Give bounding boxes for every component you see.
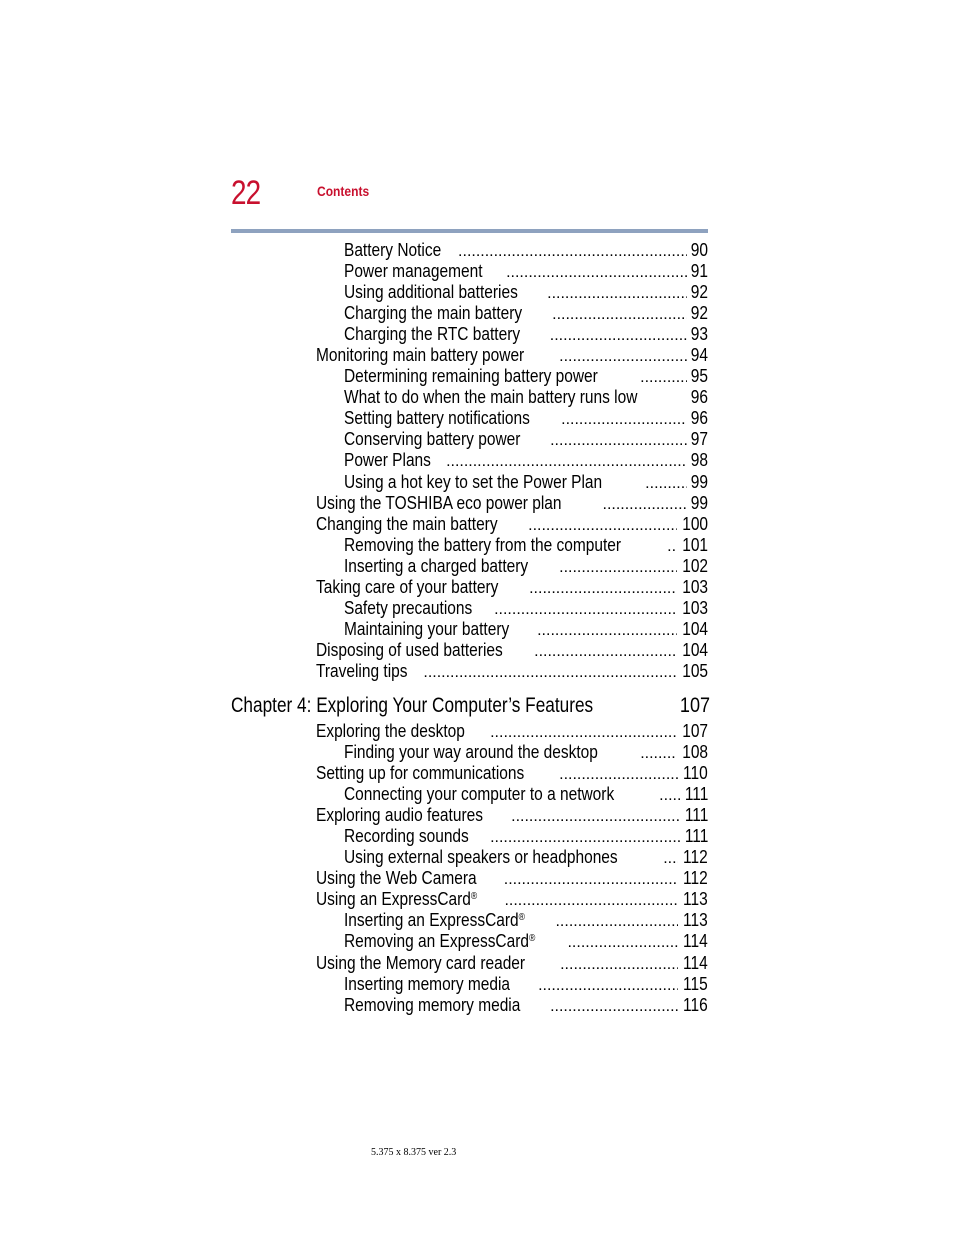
toc-entry-text: Inserting an ExpressCard [344,910,519,931]
toc-entry[interactable] [231,868,708,889]
toc-entry[interactable] [231,805,708,826]
toc-entry-text: Traveling tips [316,660,408,681]
toc-entry-text: Using the Web Camera [316,868,477,889]
toc-page-number: 94 [690,345,708,366]
toc-entry-text: Removing the battery from the computer [344,534,622,555]
toc-page-number: 107 [682,720,708,741]
toc-page-number: 93 [690,324,708,345]
dot-leader [423,662,677,683]
toc-entry-text: Charging the main battery [344,303,523,324]
toc-entry-title [344,261,483,282]
toc-entry-text: Power management [344,261,483,282]
toc-entry[interactable] [231,324,708,345]
toc-entry-text: Charging the RTC battery [344,324,521,345]
toc-entry-title [344,910,525,931]
toc-entry[interactable] [231,742,708,763]
table-of-contents [231,240,708,1016]
toc-entry-title [316,889,477,910]
dot-leader [559,557,677,578]
dot-leader [667,536,677,557]
dot-leader [561,409,687,430]
toc-entry-text: Connecting your computer to a network [344,784,615,805]
toc-entry-title [344,619,509,640]
toc-entry-text: Using the Memory card reader [316,952,526,973]
toc-entry-title [316,493,562,514]
toc-page-number: 101 [682,534,708,555]
toc-entry-title [344,408,530,429]
toc-entry[interactable] [231,763,708,784]
toc-entry-title [344,387,637,408]
dot-leader [686,388,687,409]
toc-entry-text: Removing memory media [344,994,521,1015]
toc-page-number: 112 [683,868,708,889]
toc-entry-title [316,868,477,889]
toc-page-number: 96 [690,387,708,408]
toc-entry-title [344,742,598,763]
toc-entry[interactable] [231,408,708,429]
toc-entry-title [316,661,407,682]
toc-entry[interactable] [231,472,708,493]
section-title: Contents [317,183,370,199]
toc-entry[interactable] [231,721,708,742]
toc-entry[interactable] [231,387,708,408]
dot-leader [555,911,678,932]
dot-leader [490,827,680,848]
toc-entry[interactable] [231,514,708,535]
toc-page-number: 97 [690,429,708,450]
toc-page-number: 92 [690,303,708,324]
dot-leader [511,806,680,827]
toc-entry-text: Inserting memory media [344,973,511,994]
dot-leader [560,954,678,975]
toc-entry[interactable] [231,784,708,805]
toc-entry-title [316,953,525,974]
dot-leader [537,620,677,641]
dot-leader [659,785,679,806]
dot-leader [490,722,677,743]
toc-entry-title [344,847,618,868]
toc-entry[interactable] [231,931,708,952]
toc-page-number: 107 [679,693,710,717]
toc-entry[interactable] [231,429,708,450]
dot-leader [567,932,678,953]
toc-entry[interactable] [231,450,708,471]
dot-leader [663,848,678,869]
toc-entry-text: Using a hot key to set the Power Plan [344,471,603,492]
toc-entry[interactable] [231,640,708,661]
toc-entry-text: Chapter 4: Exploring Your Computer’s Features [231,693,594,717]
toc-page-number: 96 [690,408,708,429]
toc-page-number: 111 [684,784,708,805]
dot-leader [550,325,687,346]
toc-entry[interactable] [231,303,708,324]
toc-page-number: 104 [682,639,708,660]
toc-entry[interactable] [231,661,708,682]
dot-leader [529,578,677,599]
toc-entry-text: Recording sounds [344,826,469,847]
toc-entry-text: Taking care of your battery [316,576,499,597]
toc-page-number: 114 [683,931,708,952]
toc-entry-title [344,240,441,261]
toc-entry[interactable] [231,847,708,868]
registered-mark: ® [518,912,526,924]
toc-entry-text: Exploring the desktop [316,720,465,741]
dot-leader [458,241,687,262]
toc-entry-text: Monitoring main battery power [316,345,525,366]
toc-entry-title [344,556,528,577]
toc-page-number: 116 [683,994,708,1015]
toc-page-number: 95 [690,366,708,387]
toc-page-number: 112 [683,847,708,868]
toc-entry-text: Using the TOSHIBA eco power plan [316,492,562,513]
toc-entry[interactable] [231,826,708,847]
toc-entry[interactable] [231,345,708,366]
toc-entry-title [316,345,524,366]
toc-entry-text: Setting battery notifications [344,408,530,429]
toc-entry-title [316,640,503,661]
dot-leader [446,451,687,472]
toc-entry-title [344,931,535,952]
toc-entry-text: Determining remaining battery power [344,366,598,387]
toc-entry-text: Battery Notice [344,240,442,260]
page-number: 22 [231,174,261,212]
toc-page-number: 104 [682,618,708,639]
toc-entry[interactable] [231,556,708,577]
toc-entry-title [344,598,472,619]
toc-entry-title [344,826,469,847]
dot-leader [645,473,687,494]
toc-page-number: 105 [682,660,708,681]
dot-leader [506,262,687,283]
dot-leader [640,743,677,764]
toc-entry-text: Exploring audio features [316,805,483,826]
toc-entry-title [344,974,510,995]
toc-entry[interactable] [231,910,708,931]
dot-leader [559,346,687,367]
toc-page-number: 113 [683,910,708,931]
toc-page-number: 103 [682,597,708,618]
toc-entry-title [316,763,524,784]
toc-entry[interactable] [231,366,708,387]
toc-entry-title [316,577,498,598]
toc-entry-title [344,366,598,387]
toc-entry-text: Using external speakers or headphones [344,847,618,868]
toc-entry-text: Setting up for communications [316,763,525,784]
dot-leader [504,890,678,911]
toc-page-number: 111 [684,805,708,826]
toc-entry-title [344,995,520,1016]
toc-entry[interactable] [231,619,708,640]
toc-entry-text: Inserting a charged battery [344,555,529,576]
toc-entry-title [344,429,520,450]
toc-entry-title [231,693,593,719]
toc-entry-title [316,514,498,535]
dot-leader [550,430,687,451]
toc-entry-text: Changing the main battery [316,513,498,534]
toc-page-number: 110 [683,763,708,784]
dot-leader [534,641,677,662]
toc-page-number: 113 [683,889,708,910]
dot-leader [559,764,678,785]
toc-entry-title [316,721,465,742]
toc-entry-title [344,324,520,345]
dot-leader [504,869,679,890]
toc-page-number: 92 [690,282,708,303]
header-divider [231,229,708,233]
toc-page-number: 99 [690,492,708,513]
dot-leader [494,599,677,620]
dot-leader [552,304,687,325]
toc-entry-text: Using an ExpressCard [316,889,471,910]
toc-page-number: 103 [682,576,708,597]
toc-entry[interactable] [231,577,708,598]
toc-entry[interactable] [231,493,708,514]
dot-leader [538,975,678,996]
toc-entry-text: Maintaining your battery [344,618,510,639]
toc-entry-title [344,472,602,493]
toc-entry[interactable] [231,953,708,974]
registered-mark: ® [470,891,478,903]
registered-mark: ® [528,933,536,945]
toc-entry-title [344,784,614,805]
toc-entry-text: Conserving battery power [344,429,521,450]
toc-entry-text: Finding your way around the desktop [344,742,598,763]
toc-page-number: 90 [690,240,708,260]
toc-entry[interactable] [231,261,708,282]
toc-entry[interactable] [231,974,708,995]
toc-page-number: 98 [690,450,708,471]
dot-leader [528,515,677,536]
toc-entry-text: Disposing of used batteries [316,639,503,660]
toc-page-number: 111 [684,826,708,847]
toc-entry[interactable] [231,598,708,619]
dot-leader [550,996,678,1017]
toc-entry[interactable] [231,535,708,556]
toc-entry-title [344,450,431,471]
toc-page-number: 100 [682,513,708,534]
toc-entry-title [316,805,483,826]
toc-entry-title [344,282,518,303]
toc-entry-text: Safety precautions [344,597,473,618]
toc-chapter-entry[interactable] [231,693,708,719]
toc-entry-text: What to do when the main battery runs low [344,387,638,408]
toc-entry[interactable] [231,240,708,261]
toc-entry[interactable] [231,282,708,303]
toc-entry[interactable] [231,995,708,1016]
toc-entry-title [344,303,522,324]
toc-entry-title [344,535,621,556]
dot-leader [640,367,687,388]
toc-entry-text: Power Plans [344,450,431,471]
toc-page-number: 102 [682,555,708,576]
toc-page-number: 108 [682,742,708,763]
toc-page-number: 115 [683,973,708,994]
toc-entry-text: Removing an ExpressCard [344,931,529,952]
toc-entry-text: Using additional batteries [344,282,518,303]
toc-page-number: 99 [690,471,708,492]
dot-leader [547,283,687,304]
page-footer: 5.375 x 8.375 ver 2.3 [371,1147,457,1158]
dot-leader [603,494,687,515]
toc-entry[interactable] [231,889,708,910]
toc-page-number: 91 [690,261,708,282]
toc-page-number: 114 [683,952,708,973]
